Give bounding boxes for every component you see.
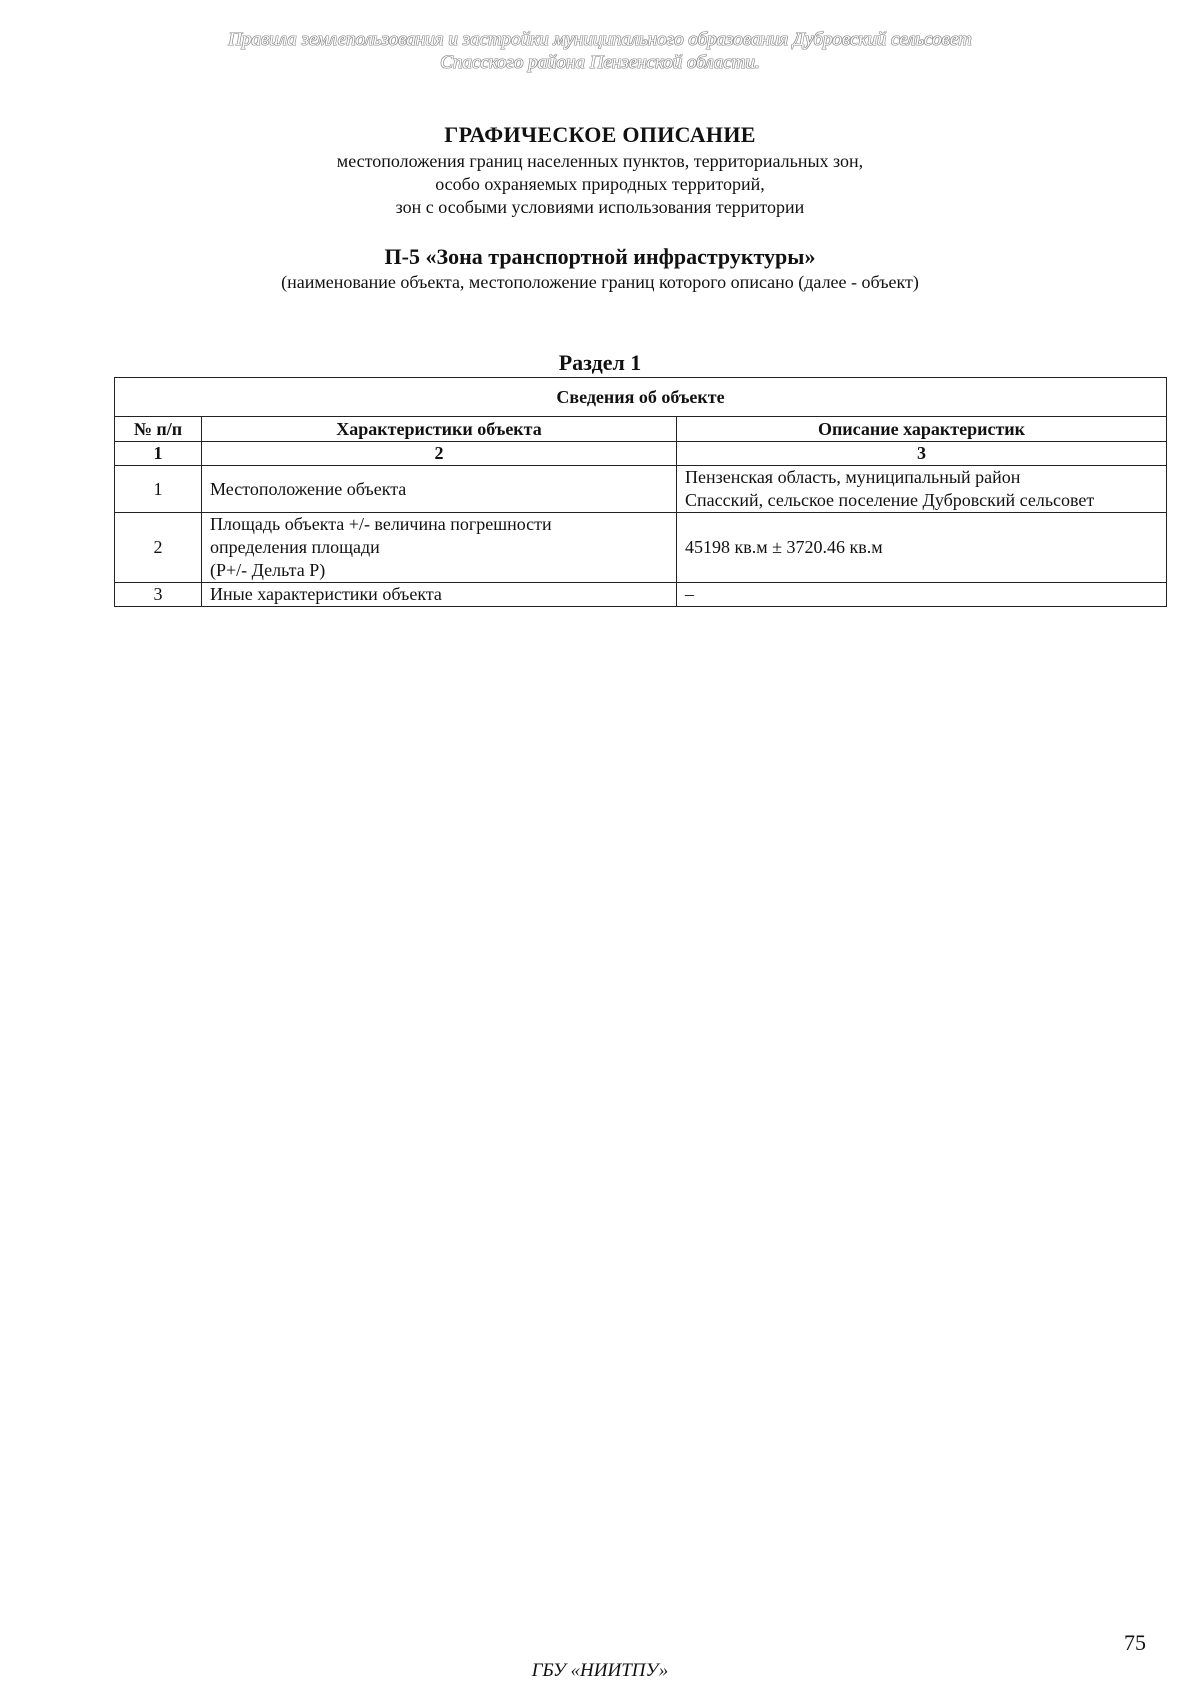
row-characteristic-line: (P+/- Дельта P): [210, 560, 326, 580]
row-number: 1: [115, 466, 202, 513]
row-number: 3: [115, 583, 202, 607]
subtitle-line-1: местоположения границ населенных пунктов, территориальных зон,: [336, 151, 864, 171]
column-header-description: Описание характеристик: [677, 417, 1167, 442]
table-index-row: [115, 442, 1167, 466]
object-name: П-5 «Зона транспортной инфраструктуры»: [384, 244, 816, 269]
row-description: [677, 583, 1167, 607]
row-description-line: Пензенская область, муниципальный район: [685, 467, 1021, 487]
page-number: 75: [1124, 1630, 1146, 1655]
table-row: [115, 583, 1167, 607]
row-characteristic-line: Площадь объекта +/- величина погрешности: [210, 514, 552, 534]
page-footer: ГБУ «НИИТПУ»: [531, 1660, 669, 1681]
table-caption-row: [115, 378, 1167, 417]
running-header-line-1: Правила землепользования и застройки муниципального образования Дубровский сельсовет: [228, 29, 972, 50]
section-title: Раздел 1: [558, 350, 642, 375]
row-number: 2: [115, 513, 202, 583]
column-index-1: 1: [115, 442, 202, 466]
object-info-table: [114, 377, 1167, 607]
row-description: [677, 513, 1167, 583]
document-title: ГРАФИЧЕСКОЕ ОПИСАНИЕ: [444, 122, 756, 147]
row-characteristic-line: Местоположение объекта: [210, 478, 407, 499]
running-header: [0, 28, 1200, 74]
subtitle-line-3: зон с особыми условиями использования территории: [395, 197, 805, 217]
column-header-characteristic: Характеристики объекта: [202, 417, 677, 442]
table-row: [115, 466, 1167, 513]
subtitle-line-2: особо охраняемых природных территорий,: [435, 174, 765, 194]
column-index-3: 3: [677, 442, 1167, 466]
object-caption: (наименование объекта, местоположение границ которого описано (далее - объект): [281, 272, 919, 292]
row-description: [677, 466, 1167, 513]
table-caption: Сведения об объекте: [115, 378, 1167, 417]
document-subtitle: [0, 150, 1200, 219]
row-characteristic-line: Иные характеристики объекта: [210, 584, 442, 604]
row-description-line: 45198 кв.м ± 3720.46 кв.м: [685, 537, 883, 557]
column-index-2: 2: [202, 442, 677, 466]
row-characteristic: [202, 583, 677, 607]
running-header-line-2: Спасского района Пензенской области.: [440, 52, 760, 73]
table-row: [115, 513, 1167, 583]
row-characteristic: [202, 466, 677, 513]
row-characteristic-line: определения площади: [210, 537, 380, 557]
table-header-row: [115, 417, 1167, 442]
row-description-line: Спасский, сельское поселение Дубровский сельсовет: [685, 490, 1095, 510]
row-characteristic: [202, 513, 677, 583]
column-header-number: № п/п: [115, 417, 202, 442]
row-description-line: –: [685, 584, 694, 604]
